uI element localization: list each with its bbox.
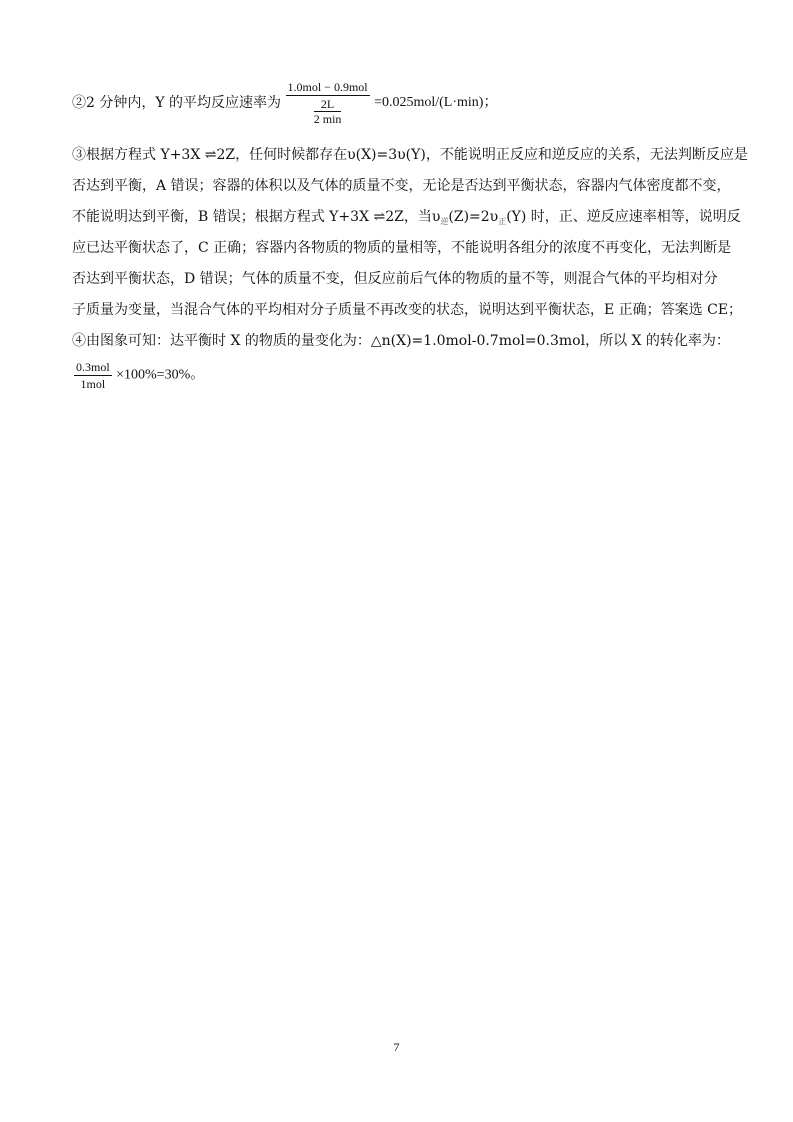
answer-q4-line-1: ④由图象可知：达平衡时 X 的物质的量变化为：△n(X)=1.0mol-0.7mol=0.3mol，所以 X 的转化率为：: [72, 333, 730, 349]
conversion-fraction-numerator: 0.3mol: [76, 360, 110, 374]
answer-q2-suffix: =0.025mol/(L·min)；: [374, 95, 498, 110]
answer-q3-line-3: [72, 207, 741, 232]
rate-fraction-numerator: 1.0mol − 0.9mol: [287, 80, 368, 94]
answer-q2-line: [72, 80, 722, 126]
conversion-fraction-denominator: 1mol: [80, 377, 106, 391]
answer-q3-line-6: 子质量为变量，当混合气体的平均相对分子质量不再改变的状态，说明达到平衡状态，E 正确；答案选 CE；: [72, 302, 743, 318]
reverse-rate-subscript: 逆: [440, 217, 449, 226]
answer-q3-line-3-part1: 不能说明达到平衡，B 错误；根据方程式 Y+3X ⇌2Z，当υ: [72, 209, 441, 225]
rate-fraction-inner-denominator: 2L: [314, 97, 342, 112]
answer-q2-prefix: ②2 分钟内，Y 的平均反应速率为: [72, 95, 282, 111]
rate-fraction-outer-denominator: 2 min: [313, 112, 342, 126]
answer-q3-line-2: 否达到平衡，A 错误；容器的体积以及气体的质量不变，无论是否达到平衡状态，容器内气体密度都不变，: [72, 178, 731, 194]
answer-q3-line-3-part2: (Z)=2υ: [448, 209, 499, 225]
answer-q3-line-3-part3: (Y) 时，正、逆反应速率相等，说明反: [506, 209, 741, 225]
answer-q3-line-1: ③根据方程式 Y+3X ⇌2Z，任何时候都存在υ(X)=3υ(Y)，不能说明正反应和逆反应的关系，无法判断反应是: [72, 147, 748, 163]
answer-q3-line-4: 应已达平衡状态了，C 正确；容器内各物质的物质的量相等，不能说明各组分的浓度不再变化，无法判断是: [72, 240, 732, 256]
rate-fraction-inner: [314, 97, 342, 126]
answer-q4-line-2: [74, 360, 724, 391]
answer-q4-suffix: ×100%=30%。: [116, 367, 205, 383]
conversion-fraction: [74, 360, 112, 391]
rate-fraction: [286, 80, 370, 126]
forward-rate-subscript: 正: [498, 217, 507, 226]
answer-q3-line-5: 否达到平衡状态，D 错误；气体的质量不变，但反应前后气体的物质的量不等，则混合气体的平均相对分: [72, 271, 718, 287]
page-number: 7: [393, 1040, 400, 1054]
